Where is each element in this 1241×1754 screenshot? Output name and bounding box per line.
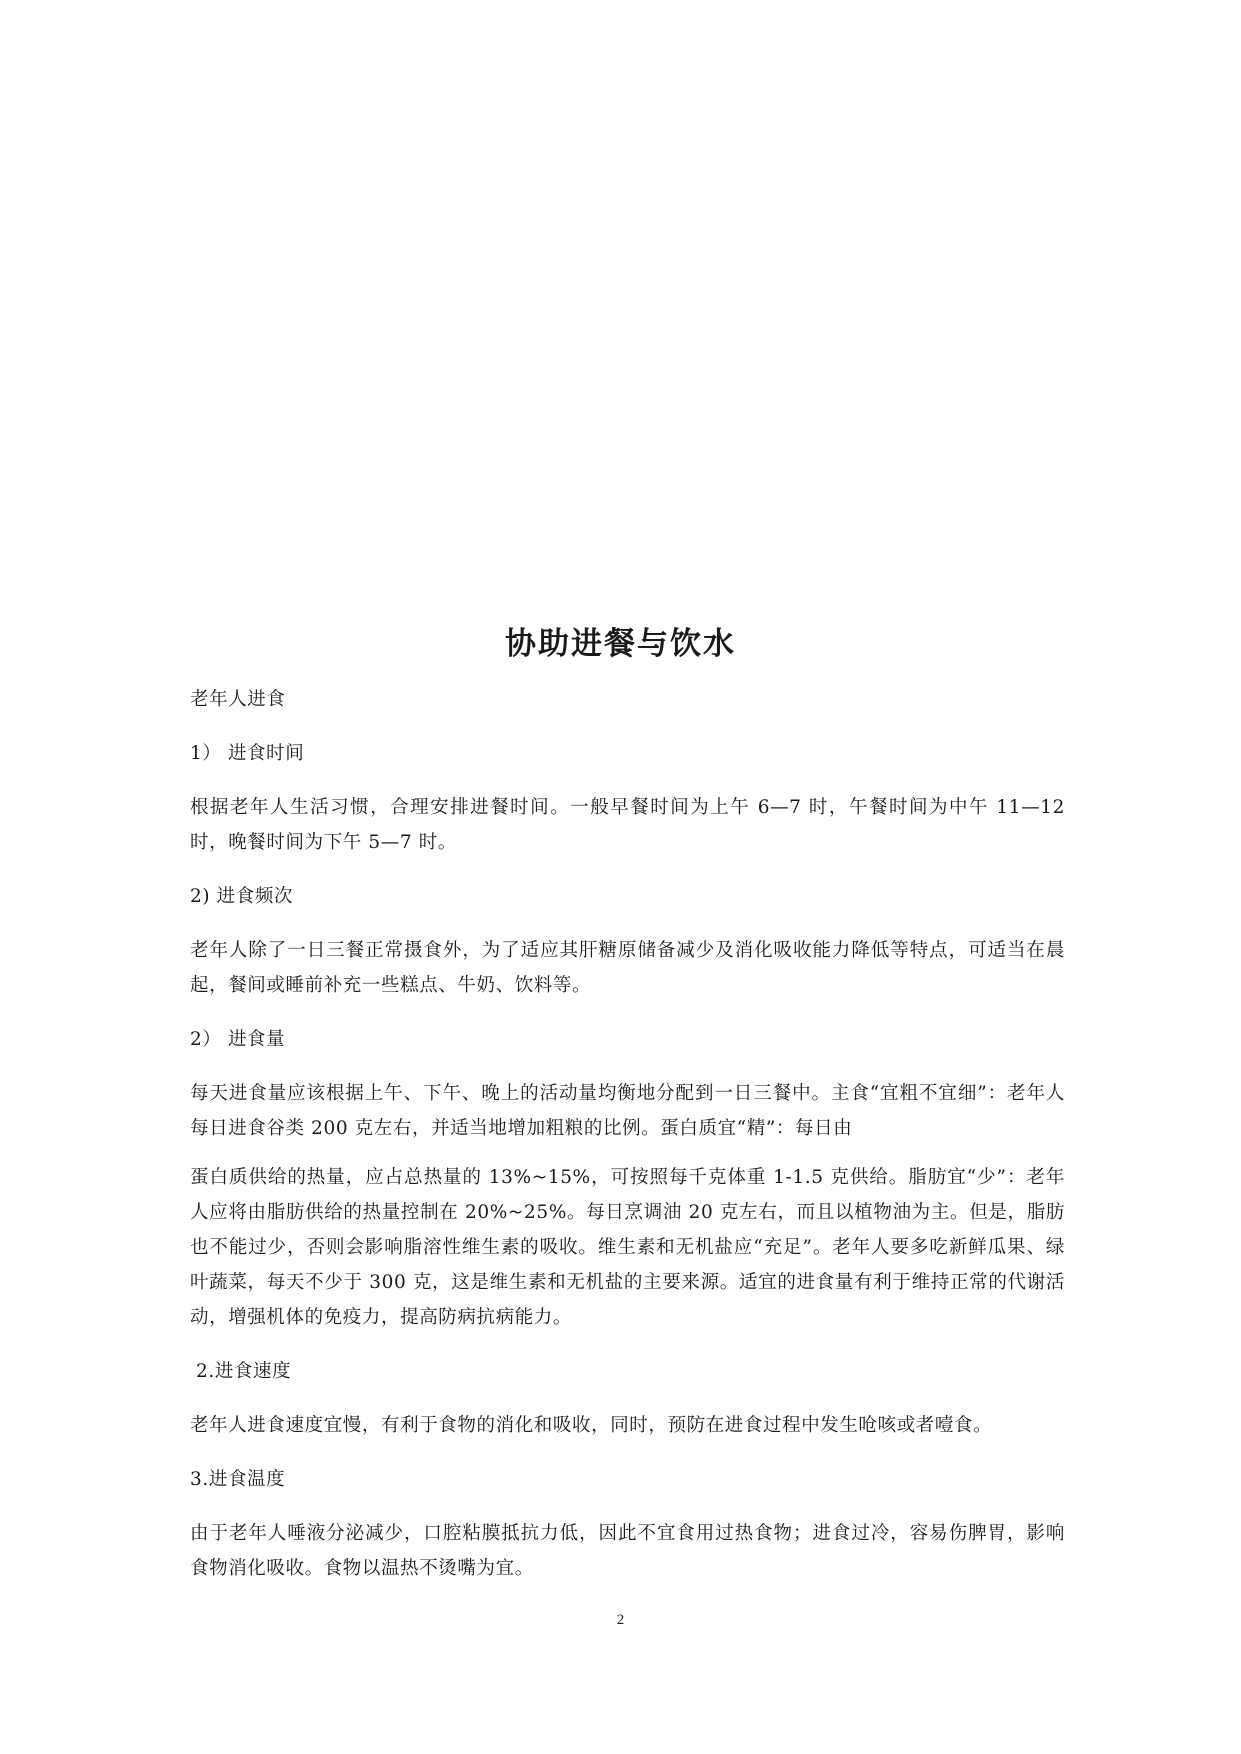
paragraph-meal-amount-part1: 每天进食量应该根据上午、下午、晚上的活动量均衡地分配到一日三餐中。主食“宜粗不宜细”：老年人每日进食谷类 200 克左右，并适当地增加粗粮的比例。蛋白质宜“精”：每日由 — [190, 1083, 1065, 1139]
subheading-eating-speed: 2.进食速度 — [196, 1361, 292, 1382]
paragraph-meal-frequency: 老年人除了一日三餐正常摄食外，为了适应其肝糖原储备减少及消化吸收能力降低等特点，可适当在晨起，餐间或睡前补充一些糕点、牛奶、饮料等。 — [190, 940, 1065, 996]
section-heading: 老年人进食 — [190, 689, 286, 710]
subheading-meal-time: 1） 进食时间 — [190, 743, 305, 764]
document-body — [190, 682, 1065, 1586]
paragraph-meal-amount-part2: 蛋白质供给的热量，应占总热量的 13%~15%，可按照每千克体重 1-1.5 克供给。脂肪宜“少”：老年人应将由脂肪供给的热量控制在 20%~25%。每日烹调油 20 克左右，而且以植物油为主。但是，脂肪也不能过少，否则会影响脂溶性维生素的吸收。维生素和无机盐应“充足”。老年人要多吃新鲜瓜果、绿叶蔬菜，每天不少于 300 克，这是维生素和无机盐的主要来源。适宜的进食量有利于维持正常的代谢活动，增强机体的免疫力，提高防病抗病能力。 — [190, 1167, 1065, 1328]
paragraph-food-temperature: 由于老年人唾液分泌减少，口腔粘膜抵抗力低，因此不宜食用过热食物；进食过冷，容易伤脾胃，影响食物消化吸收。食物以温热不烫嘴为宜。 — [190, 1523, 1065, 1579]
subheading-meal-amount: 2） 进食量 — [190, 1029, 286, 1050]
page-number: 2 — [616, 1612, 625, 1628]
subheading-food-temperature: 3.进食温度 — [190, 1469, 286, 1490]
subheading-meal-frequency: 2) 进食频次 — [190, 886, 294, 907]
paragraph-eating-speed: 老年人进食速度宜慢，有利于食物的消化和吸收，同时，预防在进食过程中发生呛咳或者噎食。 — [190, 1415, 993, 1436]
paragraph-meal-time: 根据老年人生活习惯，合理安排进餐时间。一般早餐时间为上午 6—7 时，午餐时间为中午 11—12 时，晚餐时间为下午 5—7 时。 — [190, 797, 1065, 853]
document-title: 协助进餐与饮水 — [505, 626, 736, 662]
